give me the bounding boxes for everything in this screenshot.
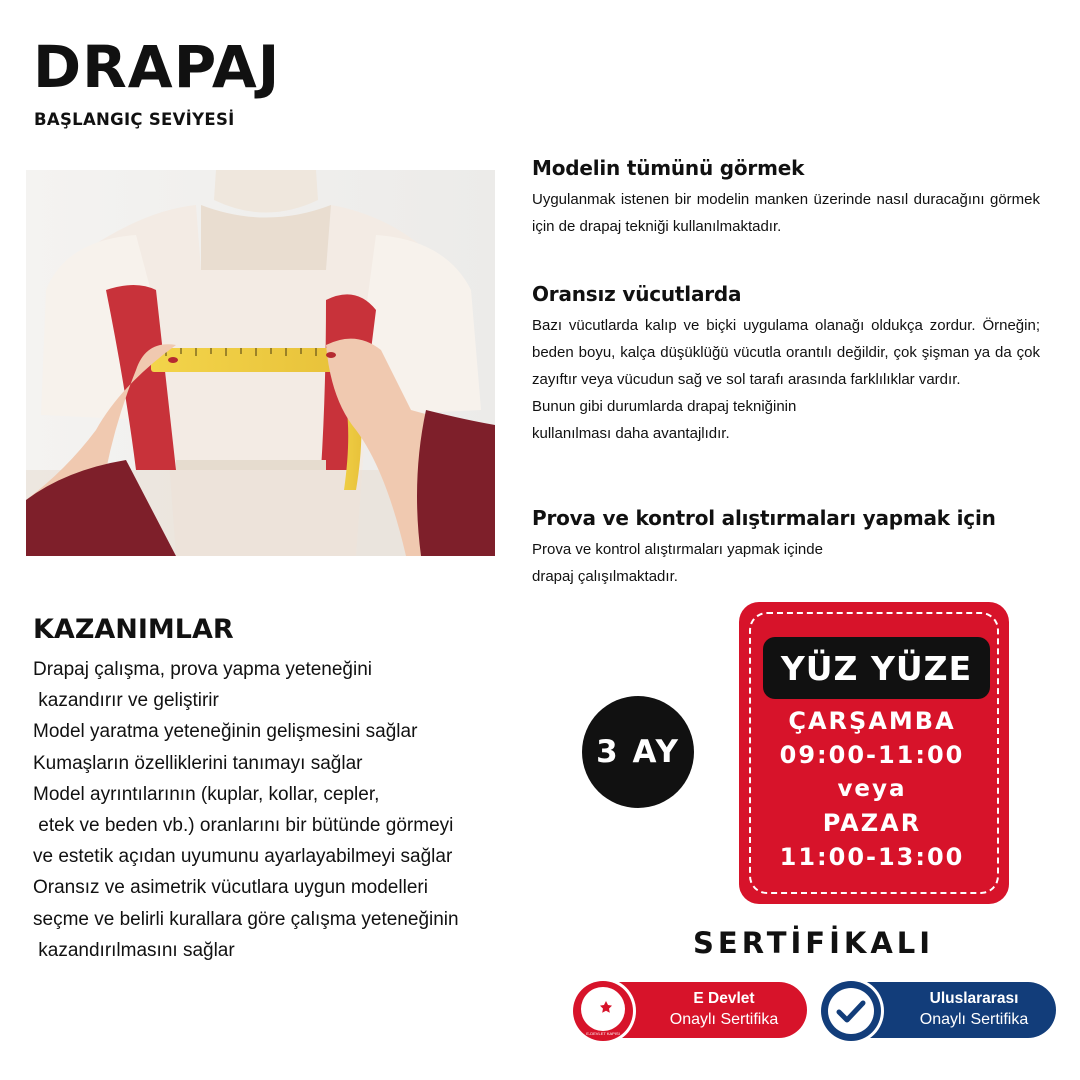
section-body-line: kullanılması daha avantajlıdır.: [532, 425, 730, 442]
badge-line2: Onaylı Sertifika: [669, 1011, 779, 1028]
schedule-day: ÇARŞAMBA: [788, 707, 956, 735]
section-body: Bazı vücutlarda kalıp ve biçki uygulama olanağı oldukça zordur. Örneğin; beden boyu, kalça düşüklüğü vücutla orantılı değildir, çok şişman ya da çok zayıftır veya vücudun sağ ve sol tarafı arasında farklılıklar vardır.: [532, 317, 1040, 388]
section-disproportionate-bodies: [532, 282, 1040, 447]
e-devlet-badge: [574, 982, 807, 1038]
tailor-measuring-mannequin-photo: [26, 170, 495, 556]
section-body-line: drapaj çalışılmaktadır.: [532, 568, 678, 585]
e-devlet-logo-text: E-DEVLET KAPISI: [586, 1031, 620, 1036]
page-title: DRAPAJ: [33, 33, 281, 101]
schedule-day: PAZAR: [822, 809, 922, 837]
certificate-title: SERTİFİKALI: [693, 926, 935, 960]
section-body-line: Prova ve kontrol alıştırmaları yapmak içinde: [532, 541, 823, 558]
e-devlet-logo-icon: [570, 978, 636, 1044]
outcomes-list: [33, 654, 553, 966]
level-subtitle: BAŞLANGIÇ SEVİYESİ: [34, 110, 235, 129]
list-item: seçme ve belirli kurallara göre çalışma yeteneğinin: [33, 908, 459, 930]
mannequin-measuring-photo: [26, 170, 495, 556]
international-badge: [822, 982, 1056, 1038]
outcomes-title: KAZANIMLAR: [33, 614, 234, 645]
section-heading: Oransız vücutlarda: [532, 282, 742, 306]
badge-line1: Uluslararası: [929, 990, 1019, 1007]
section-body: Uygulanmak istenen bir modelin manken üzerinde nasıl duracağını görmek için de drapaj tekniği kullanılmaktadır.: [532, 191, 1040, 235]
list-item: Oransız ve asimetrik vücutlara uygun modelleri: [33, 877, 428, 899]
list-item: Kumaşların özelliklerini tanımayı sağlar: [33, 752, 363, 774]
section-see-whole-model: [532, 156, 1040, 240]
checkmark-icon: [818, 978, 884, 1044]
e-devlet-text: [644, 988, 804, 1030]
list-item: Model yaratma yeteneğinin gelişmesini sağlar: [33, 721, 418, 743]
list-item: Model ayrıntılarının (kuplar, kollar, cepler,: [33, 783, 380, 805]
section-heading: Modelin tümünü görmek: [532, 156, 805, 180]
section-heading: Prova ve kontrol alıştırmaları yapmak için: [532, 506, 996, 530]
badge-line2: Onaylı Sertifika: [919, 1011, 1029, 1028]
list-item: kazandırır ve geliştirir: [33, 690, 219, 712]
list-item: ve estetik açıdan uyumunu ayarlayabilmeyi sağlar: [33, 846, 453, 868]
list-item: kazandırılmasını sağlar: [33, 939, 235, 961]
section-fitting-exercises: [532, 506, 1040, 590]
schedule-or: veya: [837, 776, 907, 802]
schedule-times: [742, 704, 1002, 874]
list-item: Drapaj çalışma, prova yapma yeteneğini: [33, 659, 373, 680]
schedule-time: 09:00-11:00: [779, 741, 965, 769]
section-body-line: Bunun gibi durumlarda drapaj tekniğinin: [532, 398, 797, 415]
international-text: [894, 988, 1054, 1030]
duration-badge: 3 AY: [582, 696, 694, 808]
badge-line1: E Devlet: [693, 990, 755, 1007]
list-item: etek ve beden vb.) oranlarını bir bütünde görmeyi: [33, 815, 454, 837]
format-label: YÜZ YÜZE: [763, 637, 990, 699]
schedule-time: 11:00-13:00: [779, 843, 965, 871]
